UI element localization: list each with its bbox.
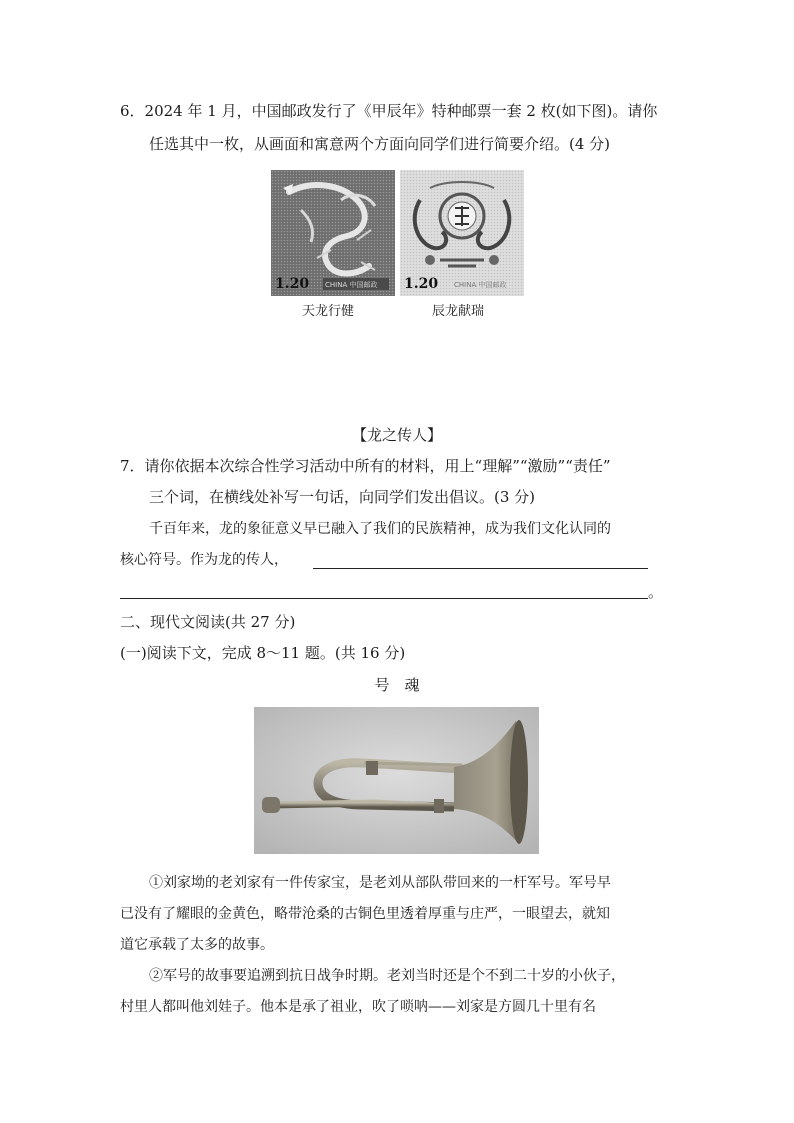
article-p2-line-1: ②军号的故事要追溯到抗日战争时期。老刘当时还是个不到二十岁的小伙子， — [149, 968, 625, 984]
part2-subheading: (一)阅读下文，完成 8～11 题。(共 16 分) — [120, 644, 406, 662]
answer-blank-1[interactable] — [313, 568, 648, 569]
stamp-ornament-image — [400, 170, 524, 296]
article-p1-line-1: ①刘家坳的老刘家有一件传家宝，是老刘从部队带回来的一杆军号。军号早 — [149, 875, 611, 891]
end-period: 。 — [648, 583, 664, 601]
stamp-ornament-country: CHINA 中国邮政 — [454, 281, 507, 289]
article-p1-line-2: 已没有了耀眼的金黄色，略带沧桑的古铜色里透着厚重与庄严，一眼望去，就知 — [120, 906, 610, 922]
stamp-ornament-value: 1.20 — [404, 276, 439, 292]
bugle-photo — [254, 707, 539, 854]
stamp-caption-2: 辰龙献瑞 — [432, 304, 485, 319]
q7-paragraph-line-2: 核心符号。作为龙的传人， — [120, 552, 288, 568]
section-title: 【龙之传人】 — [351, 426, 442, 444]
q7-line-2: 三个词，在横线处补写一句话，向同学们发出倡议。(3 分) — [149, 488, 536, 506]
q6-line-1: 6．2024 年 1 月，中国邮政发行了《甲辰年》特种邮票一套 2 枚(如下图)。请你 — [120, 102, 658, 120]
q6-line-2: 任选其中一枚，从画面和寓意两个方面向同学们进行简要介绍。(4 分) — [149, 135, 611, 153]
part2-heading: 二、现代文阅读(共 27 分) — [120, 613, 296, 631]
article-p2-line-2: 村里人都叫他刘娃子。他本是承了祖业，吹了唢呐——刘家是方圆几十里有名 — [120, 999, 596, 1015]
stamp-caption-1: 天龙行健 — [302, 304, 355, 319]
article-title: 号 魂 — [374, 676, 420, 694]
q7-line-1: 7．请你依据本次综合性学习活动中所有的材料，用上“理解”“激励”“责任” — [120, 457, 611, 475]
q7-paragraph-line-1: 千百年来，龙的象征意义早已融入了我们的民族精神，成为我们文化认同的 — [149, 521, 611, 537]
stamp-dragon-image — [271, 170, 395, 296]
stamp-dragon-value: 1.20 — [275, 276, 310, 292]
answer-blank-2[interactable] — [120, 598, 648, 599]
stamp-dragon-country: CHINA 中国邮政 — [325, 281, 378, 289]
article-p1-line-3: 道它承载了太多的故事。 — [120, 937, 274, 953]
